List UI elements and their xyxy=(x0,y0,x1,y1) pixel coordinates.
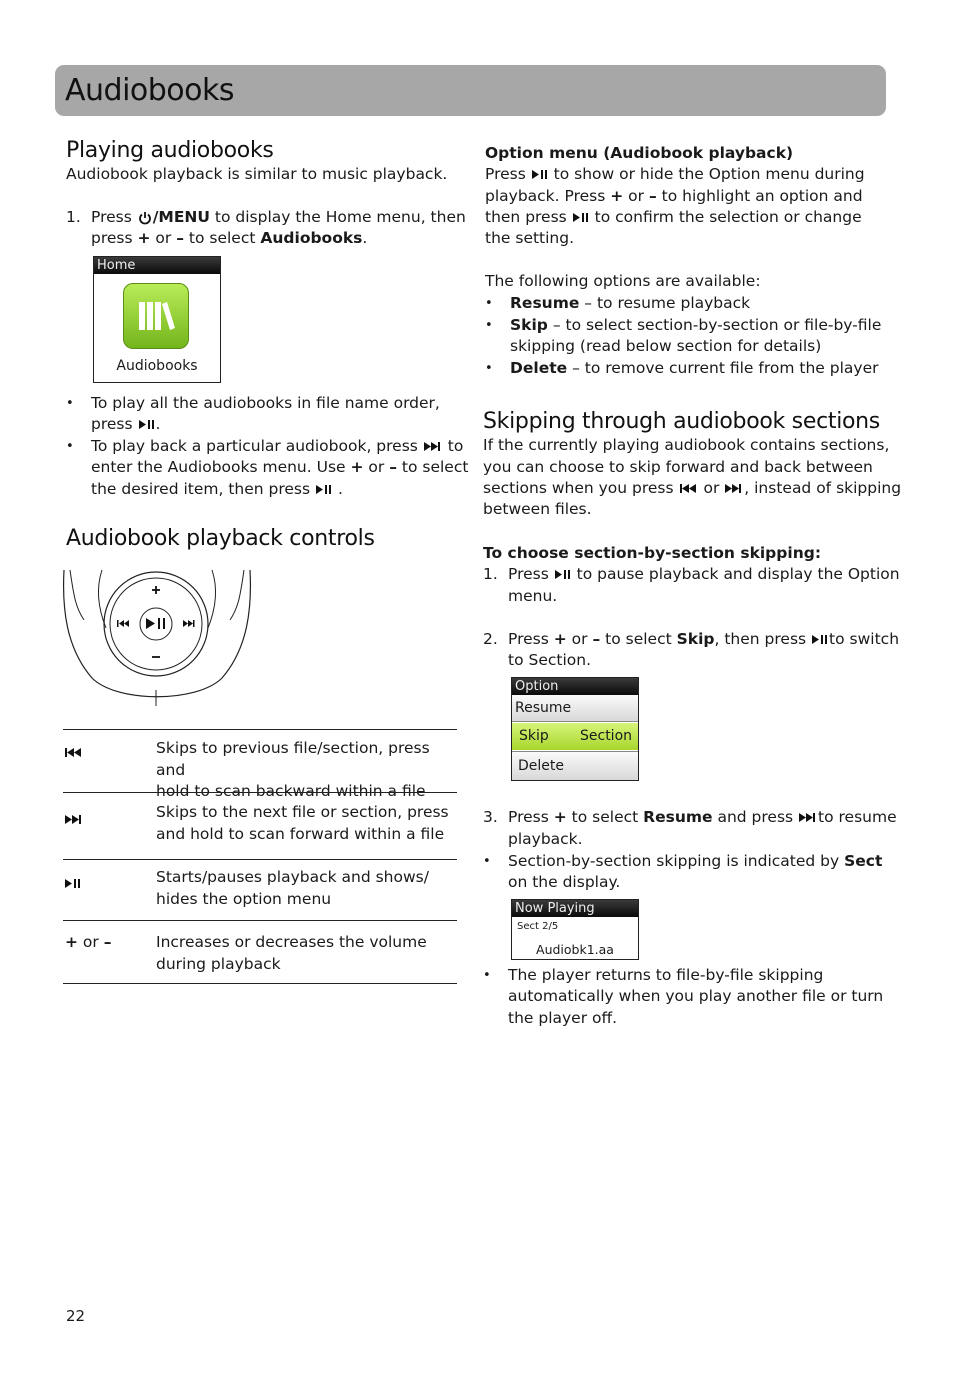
heading-playing-audiobooks: Playing audiobooks xyxy=(66,138,274,163)
skipping-p4: between files. xyxy=(483,500,592,518)
bullet-2-line-1 xyxy=(91,436,463,458)
bullet-1-line-2 xyxy=(91,414,160,436)
bullet-text: to select xyxy=(396,458,469,476)
skip-step-1-line-1 xyxy=(508,564,900,586)
option-name: Delete xyxy=(510,359,568,377)
screen-header: Now Playing xyxy=(512,900,638,917)
bullet-2-line-3 xyxy=(91,479,343,501)
bullet-dot: • xyxy=(66,396,74,411)
bullet-text: . xyxy=(337,480,343,498)
minus-key: – xyxy=(176,229,184,247)
plus-key: + xyxy=(610,187,624,205)
skip-label: Skip xyxy=(519,728,549,744)
previous-track-icon xyxy=(680,483,698,494)
body-text: Press xyxy=(508,630,554,648)
bullet-text: enter the Audiobooks menu. Use xyxy=(91,458,351,476)
bullet-dot: • xyxy=(485,318,493,333)
body-text: to select xyxy=(600,630,677,648)
heading-option-menu: Option menu (Audiobook playback) xyxy=(485,144,794,162)
body-text: to switch xyxy=(829,630,900,648)
body-text: Press xyxy=(508,808,554,826)
key-or: or xyxy=(78,933,104,951)
now-playing-file: Audiobk1.aa xyxy=(536,942,614,957)
step-text: to display the Home menu, then xyxy=(209,208,466,226)
bullet-dot: • xyxy=(483,968,491,983)
bullet-dot: • xyxy=(485,361,493,376)
body-text: and press xyxy=(712,808,794,826)
power-icon xyxy=(138,211,152,225)
body-text: to select xyxy=(566,808,644,826)
skip-step-3-line-2: playback. xyxy=(508,830,583,848)
bullet-text: To play back a particular audiobook, press xyxy=(91,437,418,455)
body-text: sections when you press xyxy=(483,479,674,497)
bullet-2-line-2 xyxy=(91,457,468,479)
table-row xyxy=(63,729,457,800)
step-text: Press xyxy=(91,208,137,226)
body-text: or xyxy=(623,187,649,205)
minus-key: – xyxy=(648,187,657,205)
skip-label: Skip xyxy=(676,630,715,648)
skip-step-2-line-1 xyxy=(508,629,899,651)
body-text: to confirm the selection or change xyxy=(594,208,862,226)
sect-bullet-line-1 xyxy=(508,851,882,873)
body-text: to resume xyxy=(818,808,897,826)
heading-skipping: Skipping through audiobook sections xyxy=(483,409,880,434)
step-text: press xyxy=(91,229,138,247)
volume-keys xyxy=(65,932,111,954)
audiobooks-app-icon xyxy=(123,283,189,349)
option-desc: – to resume playback xyxy=(579,294,751,312)
next-track-icon xyxy=(65,810,83,832)
screen-header: Option xyxy=(512,678,638,695)
table-row xyxy=(63,792,457,859)
bullet-dot: • xyxy=(485,296,493,311)
option-name: Skip xyxy=(510,316,548,334)
table-cell xyxy=(156,867,456,910)
table-cell xyxy=(156,802,456,845)
table-cell xyxy=(156,932,456,975)
body-text: Press xyxy=(485,165,526,183)
body-text: Press xyxy=(508,565,549,583)
body-text: to highlight an option and xyxy=(656,187,863,205)
option-line-3 xyxy=(485,207,862,229)
step-text: or xyxy=(150,229,177,247)
cell-line: during playback xyxy=(156,954,281,973)
next-track-icon xyxy=(725,483,743,494)
playing-intro: Audiobook playback is similar to music playback. xyxy=(66,165,448,183)
sect-label: Sect xyxy=(844,852,883,870)
play-pause-icon xyxy=(65,874,81,896)
bullet-text: or xyxy=(363,458,390,476)
step-text: to select xyxy=(183,229,261,247)
bullet-text: press xyxy=(91,415,133,433)
cell-line: and hold to scan forward within a file xyxy=(156,824,445,843)
player-control-wheel xyxy=(62,568,252,710)
skip-step-3-line-1 xyxy=(508,807,897,829)
play-pause-icon xyxy=(573,212,589,223)
cell-line: Starts/pauses playback and shows/ xyxy=(156,868,429,886)
minus-key: – xyxy=(389,458,397,476)
option-name: Resume xyxy=(510,294,580,312)
previous-track-icon xyxy=(65,743,83,765)
home-screen xyxy=(93,256,221,383)
now-playing-screen xyxy=(511,899,639,960)
cell-line: hides the option menu xyxy=(156,889,332,908)
play-pause-icon xyxy=(139,419,155,430)
books-glyph-icon xyxy=(124,284,188,348)
section-value: Section xyxy=(580,728,633,744)
option-screen xyxy=(511,677,639,781)
resume-label: Resume xyxy=(643,808,713,826)
play-pause-icon xyxy=(812,634,828,645)
plus-key: + xyxy=(553,630,567,648)
body-text: , then press xyxy=(714,630,807,648)
skipping-p1: If the currently playing audiobook contains sections, xyxy=(483,436,890,454)
plus-key: + xyxy=(350,458,364,476)
option-desc: – to select section-by-section or file-by-file xyxy=(547,316,882,334)
bullet-dot: • xyxy=(66,439,74,454)
option-skip-row xyxy=(512,723,638,750)
returns-bullet-line-2: automatically when you play another file or turn xyxy=(508,987,884,1005)
option-resume xyxy=(510,293,750,315)
play-pause-icon xyxy=(532,169,548,180)
step-text: . xyxy=(362,229,368,247)
step-number: 1. xyxy=(483,565,498,583)
step-1-line-2 xyxy=(91,228,367,250)
body-text: playback. Press xyxy=(485,187,611,205)
skipping-p2: you can choose to skip forward and back between xyxy=(483,458,873,476)
bullet-dot: • xyxy=(483,854,491,869)
step-1-line-1 xyxy=(91,207,466,229)
cell-line: Skips to previous file/section, press and xyxy=(156,739,430,779)
option-resume-row: Resume xyxy=(512,695,638,722)
cell-line: hold to scan backward within a file xyxy=(156,782,426,800)
section-indicator: Sect 2/5 xyxy=(517,921,559,932)
table-row xyxy=(63,859,457,920)
skip-step-1-line-2: menu. xyxy=(508,587,558,605)
options-available: The following options are available: xyxy=(485,272,761,290)
bullet-text: . xyxy=(155,415,161,433)
page-title: Audiobooks xyxy=(65,73,235,108)
menu-key: /MENU xyxy=(152,208,210,226)
step-number: 1. xyxy=(66,208,81,226)
screen-label: Audiobooks xyxy=(116,358,198,374)
bullet-text: the desired item, then press xyxy=(91,480,311,498)
skipping-p3 xyxy=(483,478,901,500)
bullet-1-line-1: To play all the audiobooks in file name order, xyxy=(91,394,440,412)
body-text: , instead of skipping xyxy=(744,479,902,497)
step-number: 3. xyxy=(483,808,498,826)
heading-playback-controls: Audiobook playback controls xyxy=(66,526,375,551)
body-text: Section-by-section skipping is indicated by xyxy=(508,852,845,870)
plus-key: + xyxy=(65,933,78,951)
audiobooks-label: Audiobooks xyxy=(260,229,363,247)
step-number: 2. xyxy=(483,630,498,648)
table-row xyxy=(63,920,457,984)
returns-bullet-line-1: The player returns to file-by-file skipping xyxy=(508,966,824,984)
option-skip xyxy=(510,315,881,337)
next-track-icon xyxy=(424,441,442,452)
body-text: to pause playback and display the Option xyxy=(576,565,900,583)
play-pause-icon xyxy=(316,484,332,495)
body-text: or xyxy=(703,479,720,497)
option-skip-line-2: skipping (read below section for details) xyxy=(510,337,822,355)
returns-bullet-line-3: the player off. xyxy=(508,1009,618,1027)
option-line-1 xyxy=(485,164,865,186)
body-text: to show or hide the Option menu during xyxy=(553,165,865,183)
option-line-2 xyxy=(485,186,863,208)
minus-key: – xyxy=(592,630,601,648)
body-text: or xyxy=(566,630,593,648)
sect-bullet-line-2: on the display. xyxy=(508,873,621,891)
minus-key: – xyxy=(103,933,112,951)
option-delete-row: Delete xyxy=(512,751,638,780)
skip-step-2-line-2: to Section. xyxy=(508,651,592,669)
next-track-icon xyxy=(799,812,817,823)
body-text: then press xyxy=(485,208,567,226)
option-desc: – to remove current file from the player xyxy=(567,359,879,377)
plus-key: + xyxy=(137,229,151,247)
option-line-4: the setting. xyxy=(485,229,575,247)
screen-header: Home xyxy=(94,257,220,274)
option-delete xyxy=(510,358,878,380)
title-bar xyxy=(55,65,886,116)
play-pause-icon xyxy=(555,569,571,580)
cell-line: Skips to the next file or section, press xyxy=(156,803,449,821)
plus-key: + xyxy=(553,808,567,826)
page-number: 22 xyxy=(66,1307,86,1325)
subheading-section-skipping: To choose section-by-section skipping: xyxy=(483,544,822,562)
bullet-text: to xyxy=(447,437,464,455)
cell-line: Increases or decreases the volume xyxy=(156,933,427,951)
